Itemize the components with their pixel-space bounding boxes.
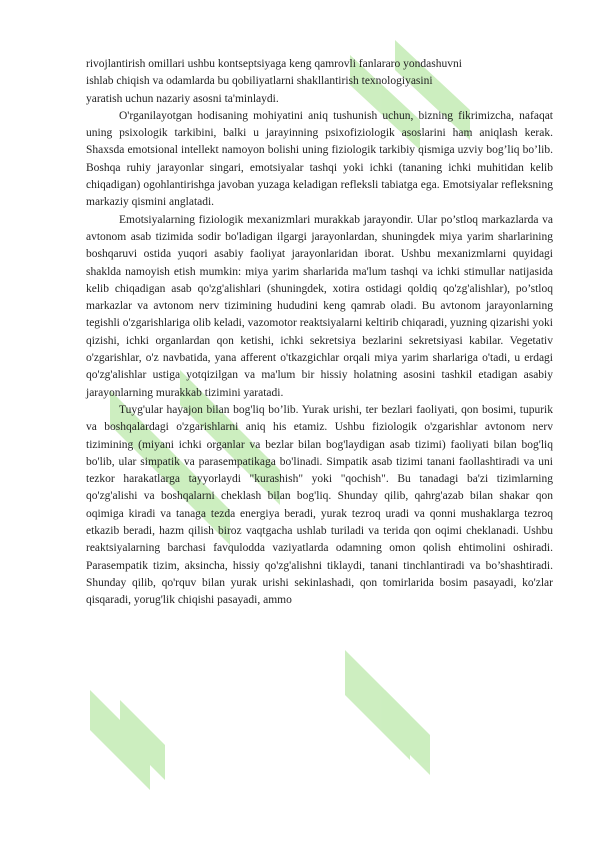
body-paragraph: Emotsiyalarning fiziologik mexanizmlari murakkab jarayondir. Ular po’stloq markazlarda va avtonom asab tizimida sodir bo'ladigan ilgargi jarayonlardan, shuningdek miya yarim sharlarining boshqaruvi ostida yuqori asabiy faoliyat jarayonlaridan iborat. Ushbu mexanizmlarni quyidagi shaklda namoyish etish mumkin: miya yarim sharlarida ma'lum tashqi va ichki stimullar natijasida kelib chiqadigan asab qo'zg'alishlari (shuningdek, xotira ostidagi qoldiq qo'zg'alishlar), po’stloq markazlar va avtonom nerv tizimining hududini keng qamrab oladi. Bu avtonom jarayonlarning tegishli o'zgarishlariga olib keladi, vazomotor reaktsiyalarni keltirib chiqaradi, yuzning qizarishi yoki qizishi, ichki organlardan qon ketishi, ichki sekretsiya bezlarini sekretsiyasi kabilar. Vegetativ o'zgarishlar, o'z navbatida, yana afferent o'tkazgichlar orqali miya yarim sharlariga o'tadi, u erdagi qo'zg'alishlar ustiga yotqizilgan va ma'lum bir hissiy holatning asosini tashkil etadigan asabiy jarayonlarning murakkab tizimini yaratadi. bbox=[86, 213, 553, 399]
intro-paragraph bbox=[86, 56, 553, 108]
text-line: rivojlantirish omillari ushbu kontseptsiyaga keng qamrovli fanlararo yondashuvni bbox=[86, 58, 462, 70]
document-body bbox=[86, 56, 553, 610]
text-line: ishlab chiqish va odamlarda bu qobiliyatlarni shakllantirish texnologiyasini bbox=[86, 75, 433, 88]
text-line: yaratish uchun nazariy asosni ta'minlaydi. bbox=[86, 92, 279, 105]
body-paragraph: Tuyg'ular hayajon bilan bog'liq bo’lib. Yurak urishi, ter bezlari faoliyati, qon bosimi, tupurik va boshqalardagi o'zgarishlarni aniq his etamiz. Ushbu fiziologik o'zgarishlar avtonom nerv tizimining (miyani ichki organlar va bezlar bilan bog'laydigan asab tizimi) faoliyati bilan bog'liq bo'lib, ular simpatik va parasempatikaga bo'linadi. Simpatik asab tizimi tanani faollashtiradi va uni tezkor harakatlarga tayyorlaydi "kurashish" yoki "qochish". Bu tanadagi ba'zi tizimlarning qo'zg'alishi va boshqalarni cheklash bilan bog'liq. Shunday qilib, qahrg'azab bilan shakar qon oqimiga kiradi va tanaga tezda energiya beradi, yurak tezroq uradi va qonni mushaklarga tezroq etkazib beradi, hazm qilish biroz vaqtgacha ushlab turiladi va terida qon oqimi cheklanadi. Ushbu reaktsiyalarning barchasi favqulodda vaziyatlarda odamning omon qolish ehtimolini oshiradi. Parasempatik tizim, aksincha, hissiy qo'zg'alishni tiklaydi, tanani tinchlantiradi va bo’shashtiradi. Shunday qilib, qo'rquv bilan yurak urishi sekinlashadi, qon tomirlarida bosim pasayadi, ko'zlar qisqaradi, yorug'lik chiqishi pasayadi, ammo bbox=[86, 403, 553, 607]
body-paragraph: O'rganilayotgan hodisaning mohiyatini aniq tushunish uchun, bizning fikrimizcha, nafaqat uning psixologik tarkibini, balki u jarayinning psixofiziologik asoslarini ham aniqlash kerak. Shaxsda emotsional intellekt namoyon bolishi uning fiziologik tarkibiy qismiga uzviy bog’liq bo’lib. Boshqa ruhiy jarayonlar singari, emotsiyalar tashqi yoki ichki (tananing ichki muhitidan kelib chiqadigan) ogohlantirishga javoban yuzaga keladigan refleksli tabiatga ega. Emotsiyalar refleksning markaziy qismini anglatadi. bbox=[86, 109, 553, 209]
